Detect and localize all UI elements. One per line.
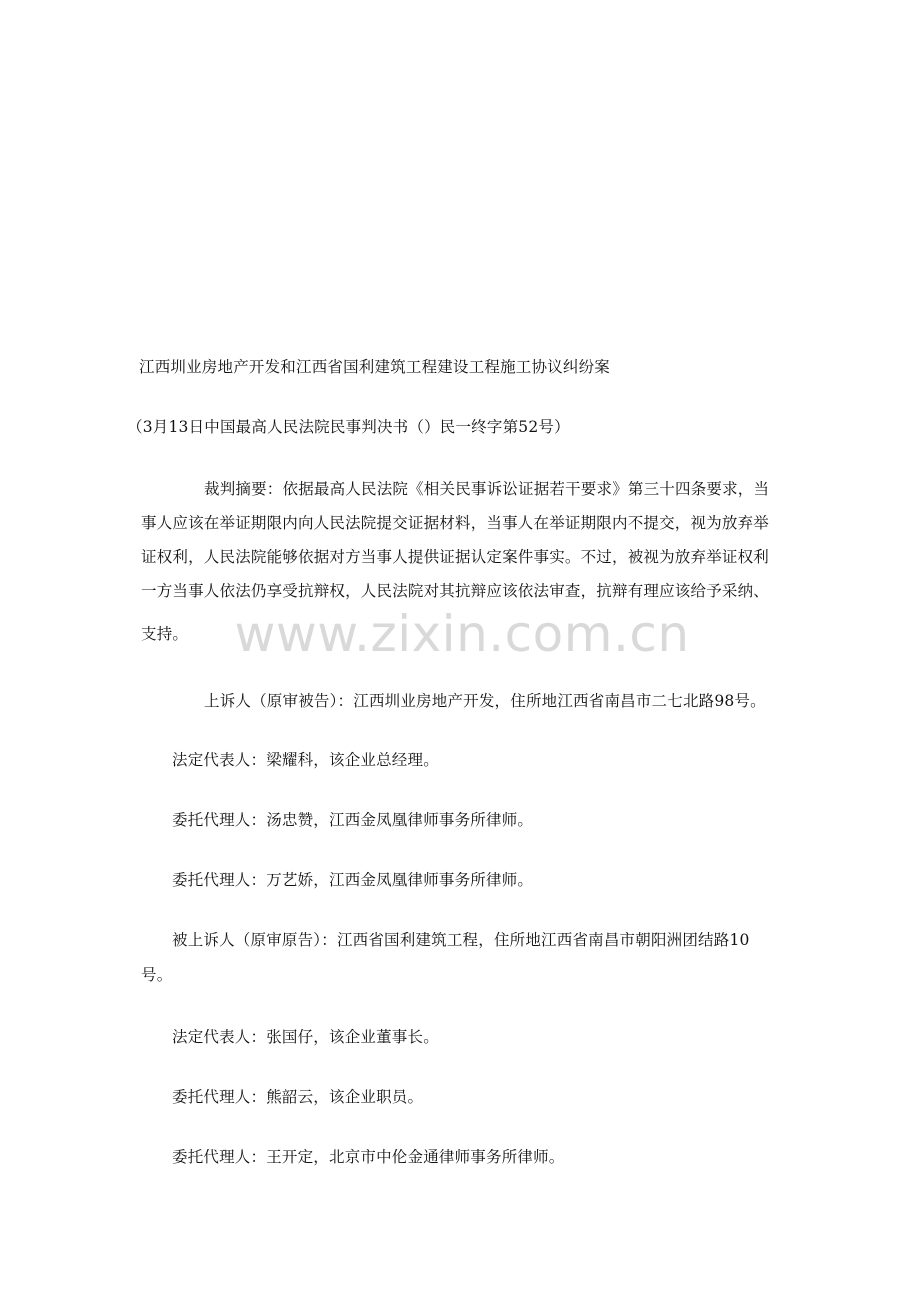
summary-line-4: 一方当事人依法仍享受抗辩权，人民法院对其抗辩应该依法审查，抗辩有理应该给予采纳、: [141, 582, 770, 600]
appellant-line: 上诉人（原审被告）：江西圳业房地产开发，住所地江西省南昌市二七北路98号。: [204, 692, 766, 710]
watermark-text: www.zixin.com.cn: [234, 605, 690, 663]
appellee-line-2: 号。: [141, 966, 173, 984]
appellant-representative: 法定代表人：梁耀科，该企业总经理。: [172, 751, 439, 769]
appellee-representative: 法定代表人：张国仔，该企业董事长。: [172, 1028, 439, 1046]
appellee-agent-1: 委托代理人：熊韶云，该企业职员。: [172, 1088, 424, 1106]
appellant-agent-2: 委托代理人：万艺娇，江西金凤凰律师事务所律师。: [172, 871, 534, 889]
appellee-line-1: 被上诉人（原审原告）：江西省国利建筑工程，住所地江西省南昌市朝阳洲团结路10: [172, 931, 750, 949]
summary-line-2: 事人应该在举证期限内向人民法院提交证据材料，当事人在举证期限内不提交，视为放弃举: [141, 514, 770, 532]
summary-line-1: 裁判摘要：依据最高人民法院《相关民事诉讼证据若干要求》第三十四条要求，当: [204, 480, 770, 498]
summary-line-3: 证权利，人民法院能够依据对方当事人提供证据认定案件事实。不过，被视为放弃举证权利: [141, 548, 770, 566]
document-title: 江西圳业房地产开发和江西省国利建筑工程建设工程施工协议纠纷案: [139, 358, 611, 376]
summary-line-5: 支持。: [141, 625, 189, 643]
document-subtitle: （3月13日中国最高人民法院民事判决书（）民一终字第52号）: [127, 418, 570, 436]
appellant-agent-1: 委托代理人：汤忠赞，江西金凤凰律师事务所律师。: [172, 811, 534, 829]
appellee-agent-2: 委托代理人：王开定，北京市中伦金通律师事务所律师。: [172, 1148, 565, 1166]
